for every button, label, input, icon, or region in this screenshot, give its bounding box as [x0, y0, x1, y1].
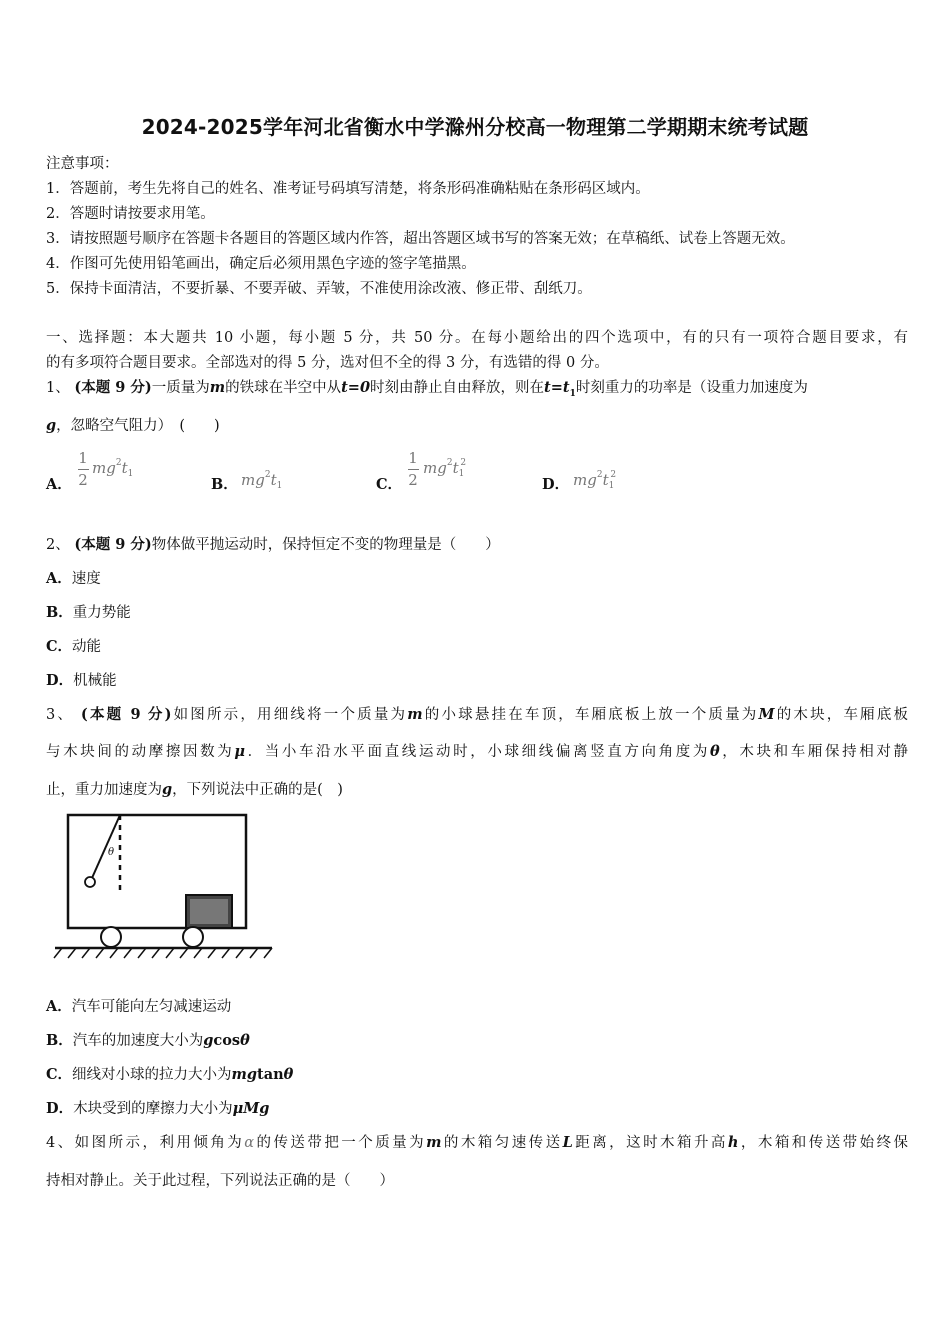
q3-var-m: m — [407, 706, 423, 723]
q4-number: 4、 — [46, 1135, 75, 1151]
q3-text: ，木块和车厢保持相对静 — [719, 744, 909, 760]
q2-option-b — [46, 601, 131, 622]
q2-number: 2、 — [46, 537, 70, 553]
q3-var-M: M — [758, 706, 775, 723]
q3-var-g: g — [162, 781, 173, 798]
q4-text: ，木箱和传送带始终保 — [738, 1135, 909, 1151]
q4-text: 的木箱匀速传送 — [441, 1135, 563, 1151]
q3-option-d — [46, 1097, 269, 1118]
option-func: cos — [213, 1032, 241, 1049]
q3-text: ，下列说法中正确的是( ) — [172, 782, 343, 798]
expr-t: t — [602, 471, 609, 489]
q1-option-a-expr — [92, 458, 133, 479]
option-label: B． — [46, 604, 73, 621]
notice-item: 5．保持卡面清洁，不要折暴、不要弄破、弄皱，不准使用涂改液、修正带、刮纸刀。 — [46, 281, 592, 297]
q1-option-a-label: A． — [46, 476, 72, 493]
q1-var-t0: t=0 — [341, 379, 371, 396]
q3-var-mu: μ — [234, 743, 245, 760]
notice-heading: 注意事项： — [46, 156, 119, 172]
option-label: C． — [46, 638, 73, 655]
q3-text: ．当小车沿水平面直线运动时，小球细线偏离竖直方向角度为 — [245, 744, 710, 760]
q3-stem-cont2 — [46, 778, 343, 799]
section-intro-cont: 的有多项符合题目要求。全部选对的得 5 分，选对但不全的得 3 分，有选错的得 0 分。 — [46, 355, 609, 371]
option-text: 木块受到的摩擦力大小为 — [73, 1101, 233, 1117]
option-text: 细线对小球的拉力大小为 — [72, 1067, 232, 1083]
q1-option-b-label: B． — [211, 476, 238, 493]
option-label: A． — [46, 998, 72, 1015]
expr-t: t — [452, 459, 459, 477]
cart-figure — [50, 810, 280, 965]
option-var: θ — [283, 1066, 294, 1083]
option-text: 动能 — [72, 639, 102, 655]
expr-sup2: 2 — [610, 470, 617, 480]
option-var: mg — [231, 1066, 258, 1083]
q1-option-d-expr — [573, 470, 616, 491]
option-func: tan — [257, 1066, 284, 1083]
option-text: 重力势能 — [72, 605, 131, 621]
q4-text: 如图所示，利用倾角为 — [74, 1135, 245, 1151]
q1-var-g: g — [46, 417, 57, 434]
q1-text: 时刻由静止自由释放，则在 — [370, 380, 545, 396]
page-title: 2024-2025学年河北省衡水中学滁州分校高一物理第二学期期末统考试题 — [141, 115, 809, 139]
q4-var-m: m — [426, 1134, 442, 1151]
fraction-denominator: 2 — [408, 471, 418, 489]
q1-var-t1: t=t — [544, 379, 570, 396]
q4-stem — [46, 1131, 908, 1152]
q3-stem — [46, 703, 908, 724]
q2-stem — [46, 533, 500, 554]
q3-text: 与木块间的动摩擦因数为 — [46, 744, 235, 760]
q3-text: 的木块，车厢底板 — [774, 707, 909, 723]
expr-t: t — [270, 471, 277, 489]
q4-text: 距离，这时木箱升高 — [572, 1135, 728, 1151]
q1-text: 时刻重力的功率是（设重力加速度为 — [575, 380, 808, 396]
expr-mg: mg — [241, 471, 265, 489]
option-label: A． — [46, 570, 72, 587]
pendulum-ball — [85, 877, 95, 887]
expr-sup: 2 — [596, 470, 603, 480]
q4-var-h: h — [727, 1134, 739, 1151]
q1-option-d-label: D． — [542, 476, 570, 493]
option-text: 机械能 — [73, 673, 117, 689]
q3-var-theta: θ — [709, 743, 720, 760]
expr-mg: mg — [573, 471, 597, 489]
expr-mg: mg — [423, 459, 447, 477]
option-label: B． — [46, 1032, 73, 1049]
q1-text: 一质量为 — [151, 380, 210, 396]
q1-option-c-label: C． — [376, 476, 403, 493]
expr-sub: 1 — [458, 469, 465, 479]
option-text: 汽车的加速度大小为 — [72, 1033, 204, 1049]
q2-tag: (本题 9 分) — [74, 536, 152, 553]
expr-sup: 2 — [115, 458, 122, 468]
option-text: 速度 — [71, 571, 101, 587]
q1-text: ，忽略空气阻力） ( ) — [56, 418, 220, 434]
q3-number: 3、 — [46, 707, 75, 723]
expr-sub: 1 — [127, 469, 134, 479]
expr-sup: 2 — [446, 458, 453, 468]
q3-option-c — [46, 1063, 293, 1084]
q1-var-m: m — [209, 379, 226, 396]
option-text: 汽车可能向左匀减速运动 — [71, 999, 232, 1015]
q4-stem-cont: 持相对静止。关于此过程，下列说法正确的是（ ） — [46, 1173, 394, 1189]
cart-wheel-right — [183, 927, 203, 947]
fraction-bar — [408, 469, 419, 470]
notice-item: 2．答题时请按要求用笔。 — [46, 206, 215, 222]
q1-stem-cont — [46, 414, 220, 435]
notice-item: 1．答题前，考生先将自己的姓名、准考证号码填写清楚，将条形码准确粘贴在条形码区域内。 — [46, 181, 650, 197]
q1-text: 的铁球在半空中从 — [225, 380, 342, 396]
q3-tag: (本题 9 分) — [80, 706, 172, 723]
q2-option-d — [46, 669, 117, 690]
q1-option-b-expr — [241, 470, 282, 491]
q2-text: 物体做平抛运动时，保持恒定不变的物理量是（ ） — [151, 537, 500, 553]
q3-stem-cont — [46, 740, 908, 761]
q1-stem — [46, 376, 808, 399]
q2-option-c — [46, 635, 101, 656]
q4-var-alpha: α — [244, 1135, 255, 1151]
expr-sup: 2 — [264, 470, 271, 480]
notice-item: 4．作图可先使用铅笔画出，确定后必须用黑色字迹的签字笔描黑。 — [46, 256, 476, 272]
option-var: g — [203, 1032, 214, 1049]
section-intro: 一、选择题：本大题共 10 小题，每小题 5 分，共 50 分。在每小题给出的四个选项中，有的只有一项符合题目要求，有 — [46, 330, 908, 346]
q1-option-c-expr — [423, 458, 466, 479]
q3-text: 如图所示，用细线将一个质量为 — [171, 707, 408, 723]
option-label: D． — [46, 1100, 74, 1117]
expr-sub: 1 — [608, 481, 615, 491]
block-texture — [190, 899, 228, 924]
q3-option-a — [46, 995, 231, 1016]
option-label: C． — [46, 1066, 73, 1083]
option-var: θ — [240, 1032, 250, 1049]
angle-theta-label: θ — [108, 847, 115, 858]
ground-hatching — [54, 948, 272, 958]
fraction-denominator: 2 — [78, 471, 88, 489]
option-var: μMg — [232, 1100, 270, 1117]
q4-text: 的传送带把一个质量为 — [254, 1135, 427, 1151]
pendulum-string — [92, 815, 120, 878]
expr-t: t — [121, 459, 128, 477]
fraction-numerator: 1 — [78, 449, 88, 467]
q3-text: 的小球悬挂在车顶，车厢底板上放一个质量为 — [422, 707, 759, 723]
expr-sub: 1 — [276, 481, 283, 491]
q3-option-b — [46, 1029, 250, 1050]
q3-text: 止，重力加速度为 — [46, 782, 162, 798]
expr-sup2: 2 — [460, 458, 467, 468]
fraction-bar — [78, 469, 89, 470]
q2-option-a — [46, 567, 101, 588]
notice-item: 3．请按照题号顺序在答题卡各题目的答题区域内作答，超出答题区域书写的答案无效；在草稿纸、试卷上答题无效。 — [46, 231, 795, 247]
cart-wheel-left — [101, 927, 121, 947]
fraction-numerator: 1 — [408, 449, 418, 467]
expr-mg: mg — [92, 459, 116, 477]
q1-tag: (本题 9 分) — [74, 379, 152, 396]
option-label: D． — [46, 672, 74, 689]
q1-var-t1-sub: 1 — [569, 388, 576, 399]
q1-number: 1、 — [46, 380, 70, 396]
q4-var-L: L — [562, 1134, 573, 1151]
